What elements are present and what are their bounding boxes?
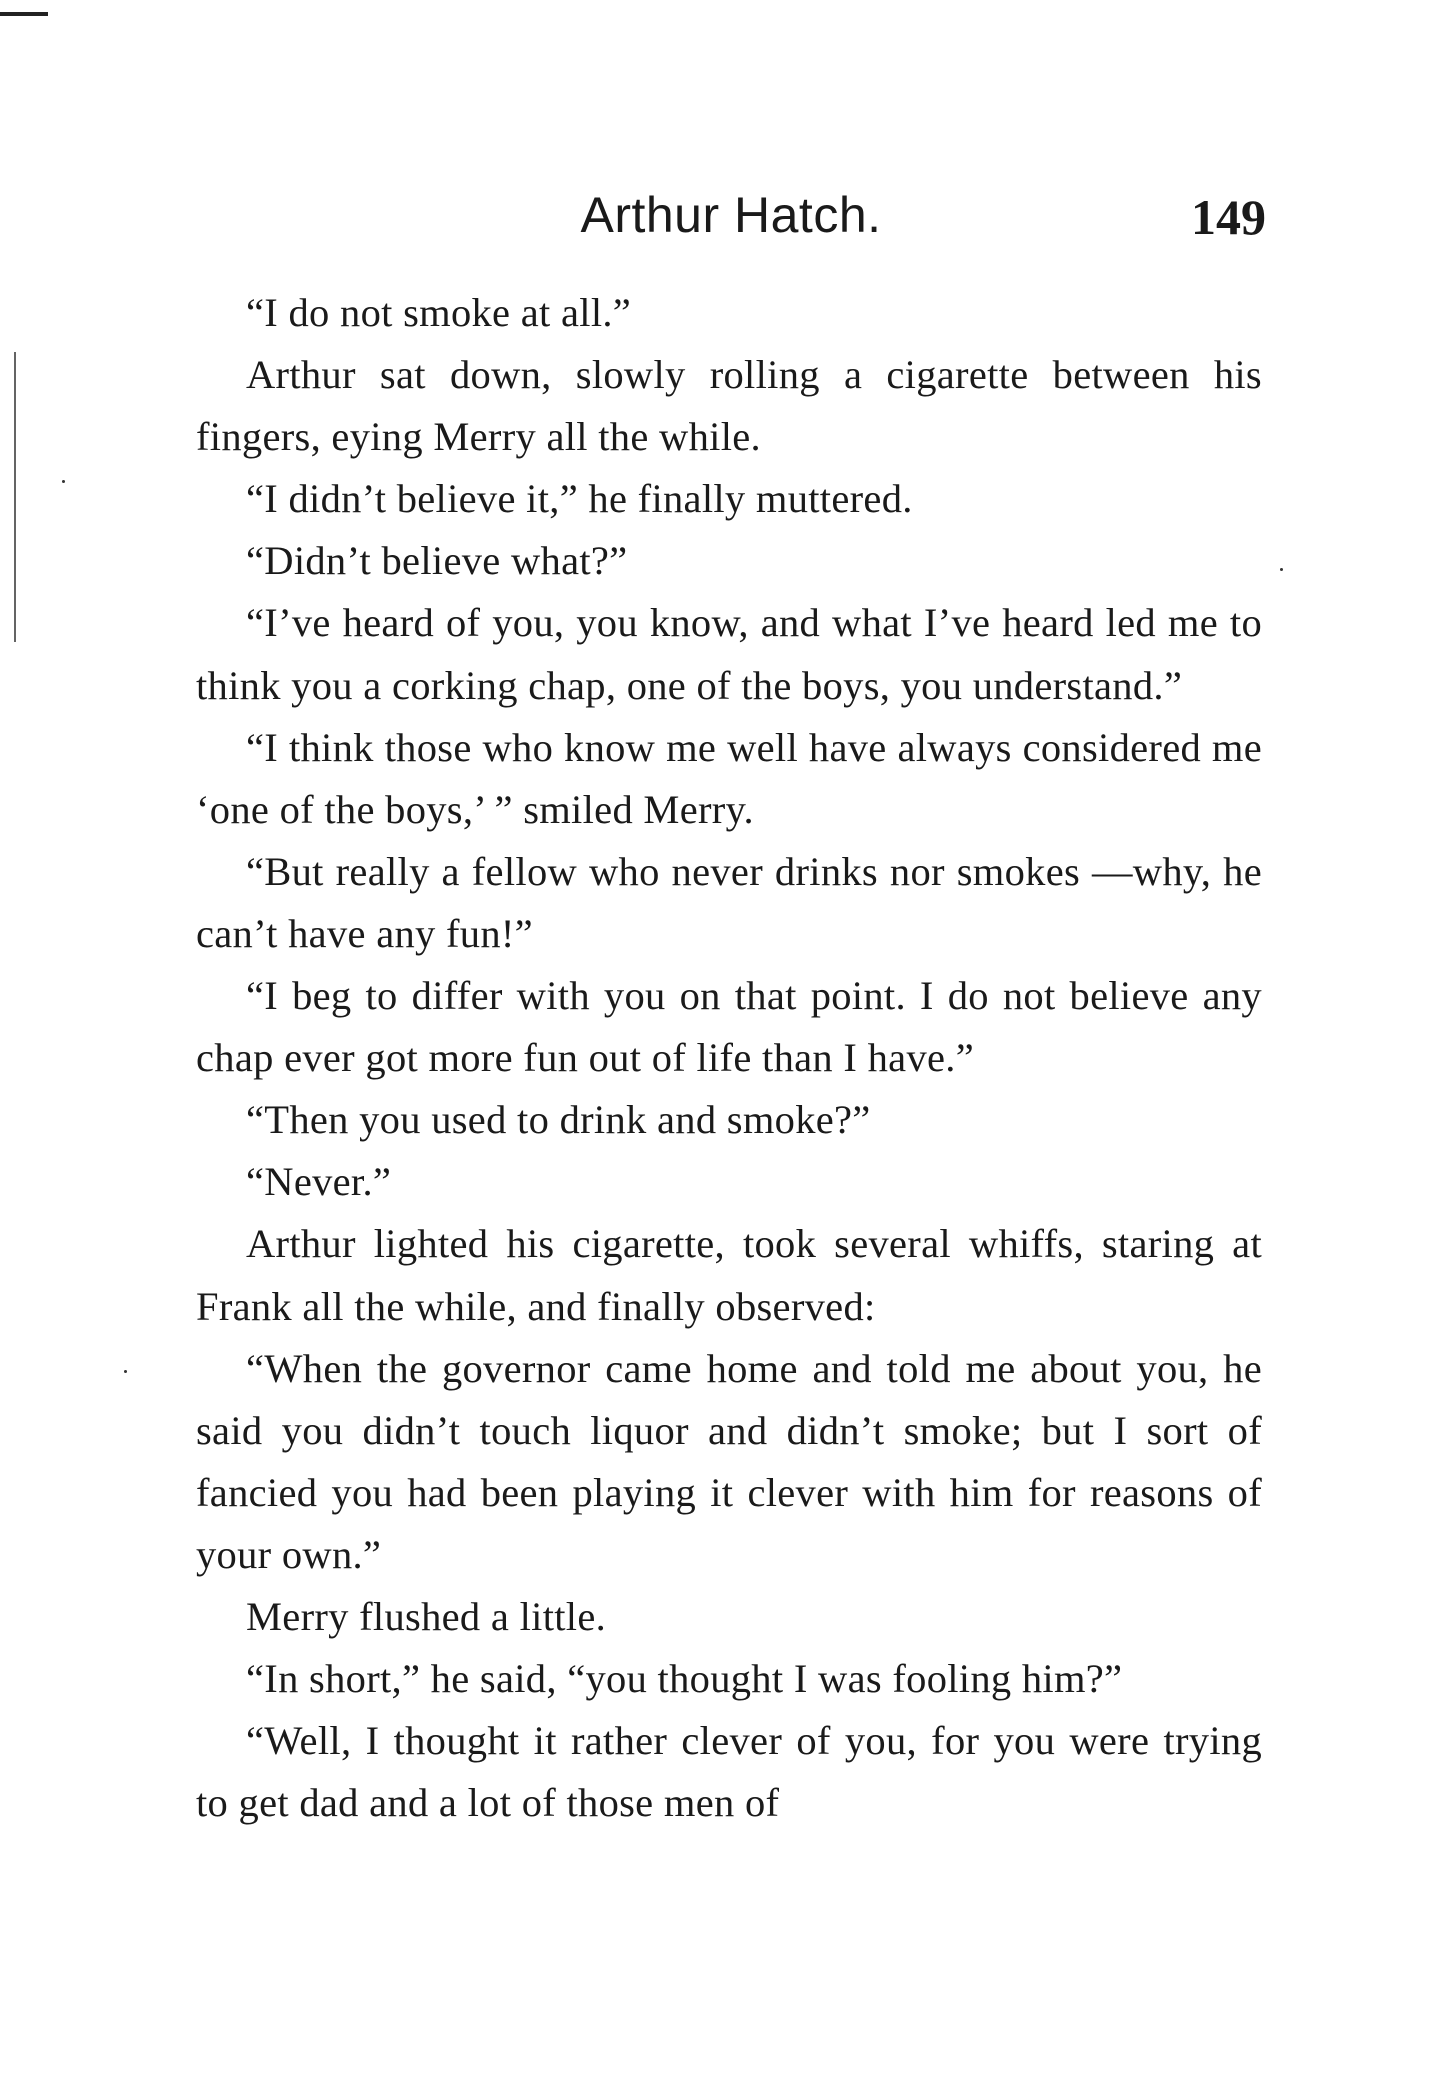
paragraph: “Then you used to drink and smoke?” (246, 1097, 871, 1143)
paragraph: Arthur lighted his cigarette, took several whiffs, staring at Frank all the while, and finally observed: (196, 1221, 1262, 1329)
page-title: Arthur Hatch. (580, 187, 882, 243)
scan-edge-mark (0, 12, 48, 16)
paragraph: “In short,” he said, “you thought I was fooling him?” (246, 1656, 1123, 1702)
body-text (196, 282, 1262, 1834)
paragraph: “But really a fellow who never drinks nor smokes —why, he can’t have any fun!” (196, 848, 1262, 956)
page-number: 149 (1191, 189, 1266, 245)
scan-speck (62, 480, 65, 483)
paragraph: “I didn’t believe it,” he finally muttered. (246, 476, 913, 522)
paragraph: “Well, I thought it rather clever of you, for you were trying to get dad and a lot of those men of (196, 1718, 1262, 1826)
paragraph: “I think those who know me well have always considered me ‘one of the boys,’ ” smiled Merry. (196, 724, 1262, 832)
paragraph: “Never.” (246, 1159, 392, 1205)
scan-speck (1280, 568, 1283, 571)
paragraph: “I’ve heard of you, you know, and what I’ve heard led me to think you a corking chap, one of the boys, you understand.” (196, 600, 1262, 708)
paragraph: “When the governor came home and told me about you, he said you didn’t touch liquor and didn’t smoke; but I sort of fancied you had been playing it clever with him for reasons of your own.” (196, 1345, 1262, 1577)
paragraph: “I do not smoke at all.” (246, 290, 632, 335)
paragraph: Arthur sat down, slowly rolling a cigarette between his fingers, eying Merry all the while. (196, 352, 1262, 460)
scan-speck (124, 1370, 127, 1373)
paragraph: “I beg to differ with you on that point. I do not believe any chap ever got more fun out of life than I have.” (196, 973, 1262, 1081)
running-head (196, 186, 1266, 256)
paragraph: Merry flushed a little. (246, 1593, 607, 1639)
paragraph: “Didn’t believe what?” (246, 538, 628, 584)
scan-edge-mark (14, 352, 16, 642)
